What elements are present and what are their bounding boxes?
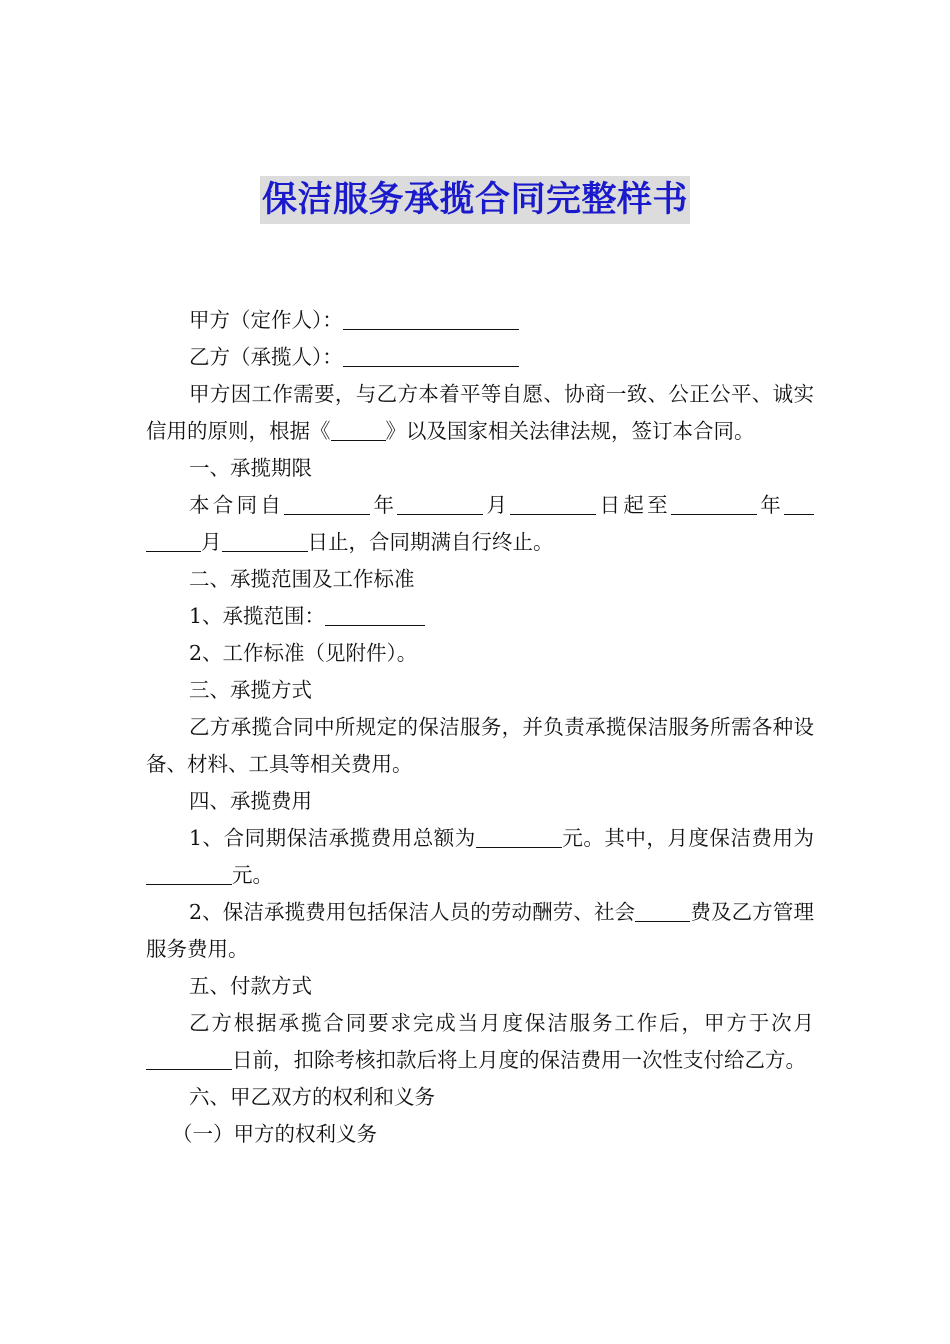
section-4-heading: 四、承揽费用: [189, 789, 312, 813]
payment-paragraph: [146, 1005, 814, 1079]
section-2-heading: 二、承揽范围及工作标准: [189, 567, 415, 591]
term-year2-label: 年: [756, 493, 785, 517]
term-month-label: 月: [483, 493, 511, 517]
pay-text-b: 日前，扣除考核扣款后将上月度的保洁费用一次性支付给乙方。: [232, 1048, 806, 1072]
fee1-text-a: 1、合同期保洁承揽费用总额为: [189, 826, 476, 850]
section-5-heading: 五、付款方式: [189, 974, 312, 998]
end-month-blank-b: [146, 529, 201, 552]
pay-day-blank: [146, 1047, 232, 1070]
law-name-blank: [331, 418, 386, 441]
title-container: [0, 176, 950, 224]
fee1-text-b: 元。其中，月度保洁费用为: [561, 826, 815, 850]
fee-1-paragraph: [146, 820, 814, 894]
term-year-label: 年: [370, 493, 398, 517]
start-year-blank: [284, 492, 370, 515]
party-a-label: 甲方（定作人）：: [189, 308, 343, 332]
end-month-blank-a: [784, 492, 814, 515]
standard-line: 2、工作标准（见附件）。: [189, 641, 418, 665]
section-3-heading: 三、承揽方式: [189, 678, 312, 702]
start-month-blank: [397, 492, 483, 515]
scope-line: [146, 598, 814, 635]
party-b-blank: [343, 344, 519, 367]
document-body: [146, 302, 814, 1153]
end-year-blank: [671, 492, 757, 515]
term-text-end: 日止，合同期满自行终止。: [307, 530, 554, 554]
term-text-start: 本合同自: [189, 493, 285, 517]
pay-text-a: 乙方根据承揽合同要求完成当月度保洁服务工作后，甲方于次月: [189, 1011, 814, 1035]
party-a-blank: [343, 307, 519, 330]
section-6-heading: 六、甲乙双方的权利和义务: [189, 1085, 435, 1109]
scope-label: 1、承揽范围：: [189, 604, 326, 628]
section-1-heading: 一、承揽期限: [189, 456, 312, 480]
end-day-blank: [222, 529, 308, 552]
monthly-fee-blank: [146, 862, 232, 885]
fee2-text-b: 费及乙方管理服务费用。: [146, 900, 815, 961]
scope-blank: [325, 603, 425, 626]
total-fee-blank: [476, 825, 562, 848]
term-from-label: 日起至: [596, 493, 671, 517]
fee-2-paragraph: [146, 894, 814, 968]
start-day-blank: [510, 492, 596, 515]
intro-text-2: 》以及国家相关法律法规，签订本合同。: [385, 419, 755, 443]
term-month2-label: 月: [201, 530, 222, 554]
document-title: 保洁服务承揽合同完整样书: [260, 176, 690, 224]
insurance-blank: [635, 899, 690, 922]
section-6-sub-1: （一）甲方的权利义务: [172, 1122, 377, 1146]
party-b-label: 乙方（承揽人）：: [189, 345, 343, 369]
party-b-line: [146, 339, 814, 376]
intro-text-1: 甲方因工作需要，与乙方本着平等自愿、协商一致、公正公平、诚实信用的原则，根据《: [146, 382, 814, 443]
party-a-line: [146, 302, 814, 339]
fee2-text-a: 2、保洁承揽费用包括保洁人员的劳动酬劳、社会: [189, 900, 636, 924]
fee1-text-c: 元。: [232, 863, 273, 887]
intro-paragraph: [146, 376, 814, 450]
term-paragraph: [146, 487, 814, 561]
method-paragraph: 乙方承揽合同中所规定的保洁服务，并负责承揽保洁服务所需各种设备、材料、工具等相关费用。: [146, 715, 814, 776]
